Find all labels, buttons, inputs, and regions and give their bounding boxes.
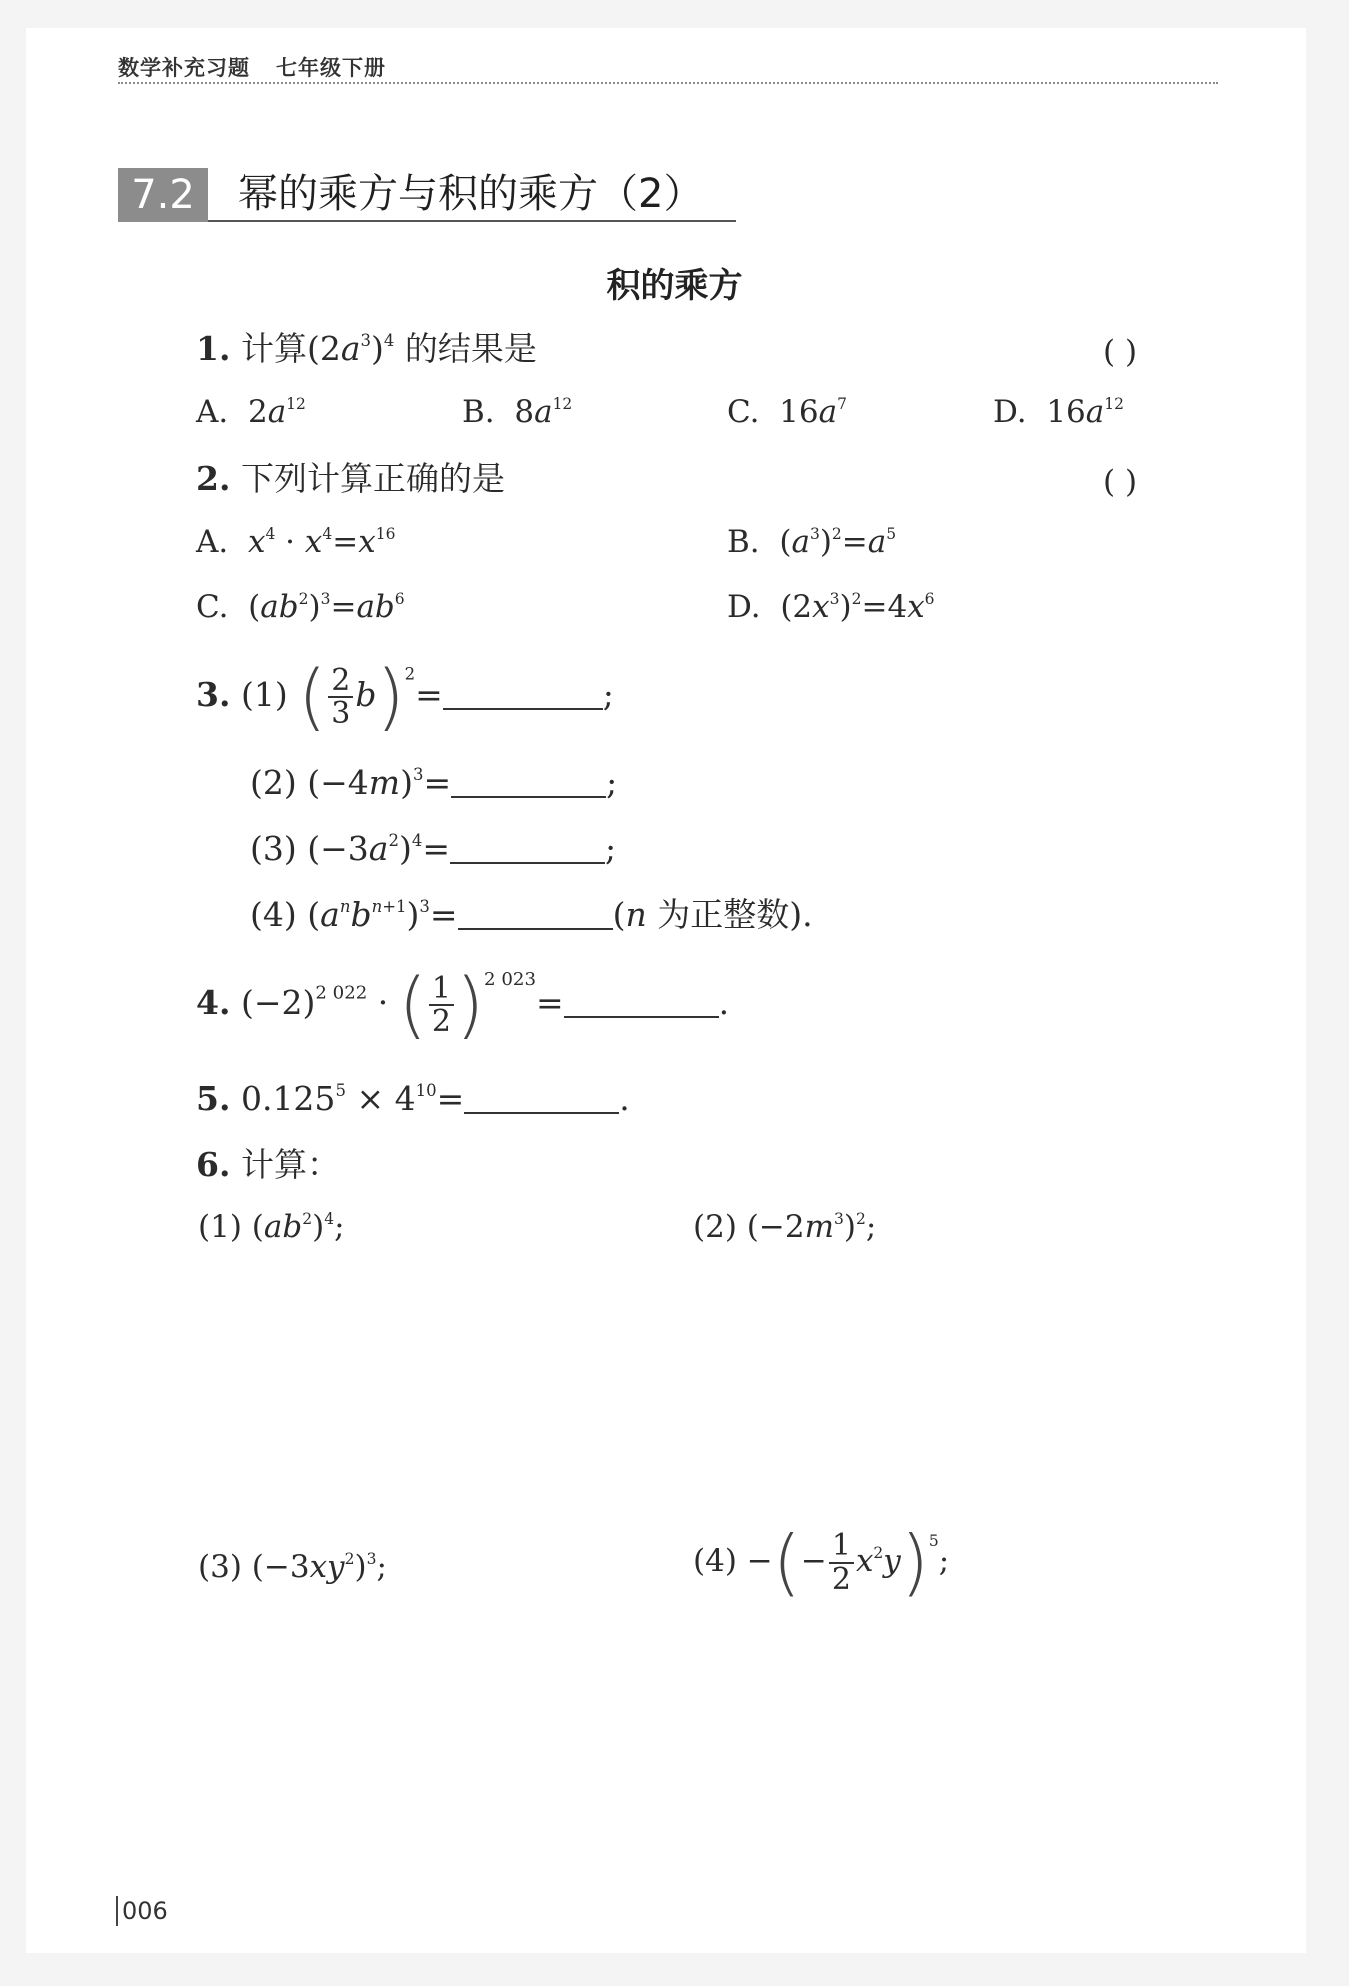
- answer-blank[interactable]: [458, 928, 613, 930]
- book-title: 数学补充习题: [118, 56, 250, 80]
- question-1: [196, 329, 537, 368]
- question-number: 3.: [196, 675, 231, 714]
- fraction-one-half: $\frac{1}{2}$: [829, 1530, 854, 1595]
- question-5: 5. $0.125^5 \times 4^{10}=$ .: [196, 1079, 630, 1118]
- question-6-part-2: (2) $(-2m^3)^2$;: [693, 1209, 877, 1245]
- option-d[interactable]: D. $(2x^3)^2=4x^6$: [727, 589, 935, 625]
- question-6: [196, 1145, 340, 1184]
- fraction-two-thirds: $\frac{2}{3}$: [328, 665, 353, 730]
- page-number: 006: [116, 1896, 168, 1926]
- question-number: 2.: [196, 459, 231, 498]
- subtitle: 积的乘方: [606, 266, 743, 306]
- question-number: 4.: [196, 983, 231, 1022]
- fraction-one-half: $\frac{1}{2}$: [429, 973, 454, 1038]
- answer-blank[interactable]: [464, 1112, 619, 1114]
- question-text: 下列计算正确的是: [240, 459, 505, 498]
- option-d[interactable]: D. $16a^{12}$: [993, 394, 1124, 430]
- answer-paren[interactable]: ( ): [1103, 464, 1138, 500]
- answer-blank[interactable]: [450, 862, 605, 864]
- option-c[interactable]: C. $(ab^2)^3=ab^6$: [196, 589, 405, 625]
- section-underline: [208, 220, 736, 222]
- question-3-part-1: 3. (1) ( $\frac{2}{3}$ b)$^2$= ;: [196, 654, 614, 739]
- option-a[interactable]: A. $2a^{12}$: [196, 394, 306, 430]
- question-number: 1.: [196, 329, 231, 368]
- answer-blank[interactable]: [443, 708, 603, 710]
- grade-title: 七年级下册: [276, 56, 386, 80]
- question-text: 计算$(2a^3)^4$ 的结果是: [240, 329, 537, 368]
- option-b[interactable]: B. $(a^3)^2=a^5$: [727, 524, 897, 560]
- answer-blank[interactable]: [564, 1016, 719, 1018]
- question-3-part-3: (3) $(-3a^2)^4=$ ;: [250, 829, 617, 868]
- answer-paren[interactable]: ( ): [1103, 334, 1138, 370]
- option-a[interactable]: A. $x^4 \cdot x^4=x^{16}$: [196, 524, 396, 560]
- question-6-part-1: (1) $(ab^2)^4$;: [198, 1209, 345, 1245]
- question-4: 4. $(-2)^{2 022}$ · ( $\frac{1}{2}$ )$^{2 023}$= .: [196, 962, 730, 1047]
- question-3-part-4: (4) $(a^nb^{n+1})^3= (n$ 为正整数).: [250, 895, 813, 934]
- question-6-part-3: (3) $(-3xy^2)^3$;: [198, 1549, 387, 1585]
- section-title: 幂的乘方与积的乘方（2）: [238, 171, 704, 217]
- answer-blank[interactable]: [451, 796, 606, 798]
- question-number: 5.: [196, 1079, 231, 1118]
- option-b[interactable]: B. $8a^{12}$: [462, 394, 573, 430]
- section-number-box: 7.2: [118, 168, 208, 222]
- header-divider: [118, 82, 1218, 84]
- question-text: 计算：: [240, 1145, 340, 1184]
- running-header: [118, 52, 386, 82]
- option-c[interactable]: C. $16a^7$: [727, 394, 847, 430]
- question-number: 6.: [196, 1145, 231, 1184]
- question-2: [196, 459, 505, 498]
- question-6-part-4: (4) −(− $\frac{1}{2}$ $x^2y)^5$;: [693, 1520, 950, 1605]
- question-3-part-2: (2) $(-4m)^3=$ ;: [250, 763, 618, 802]
